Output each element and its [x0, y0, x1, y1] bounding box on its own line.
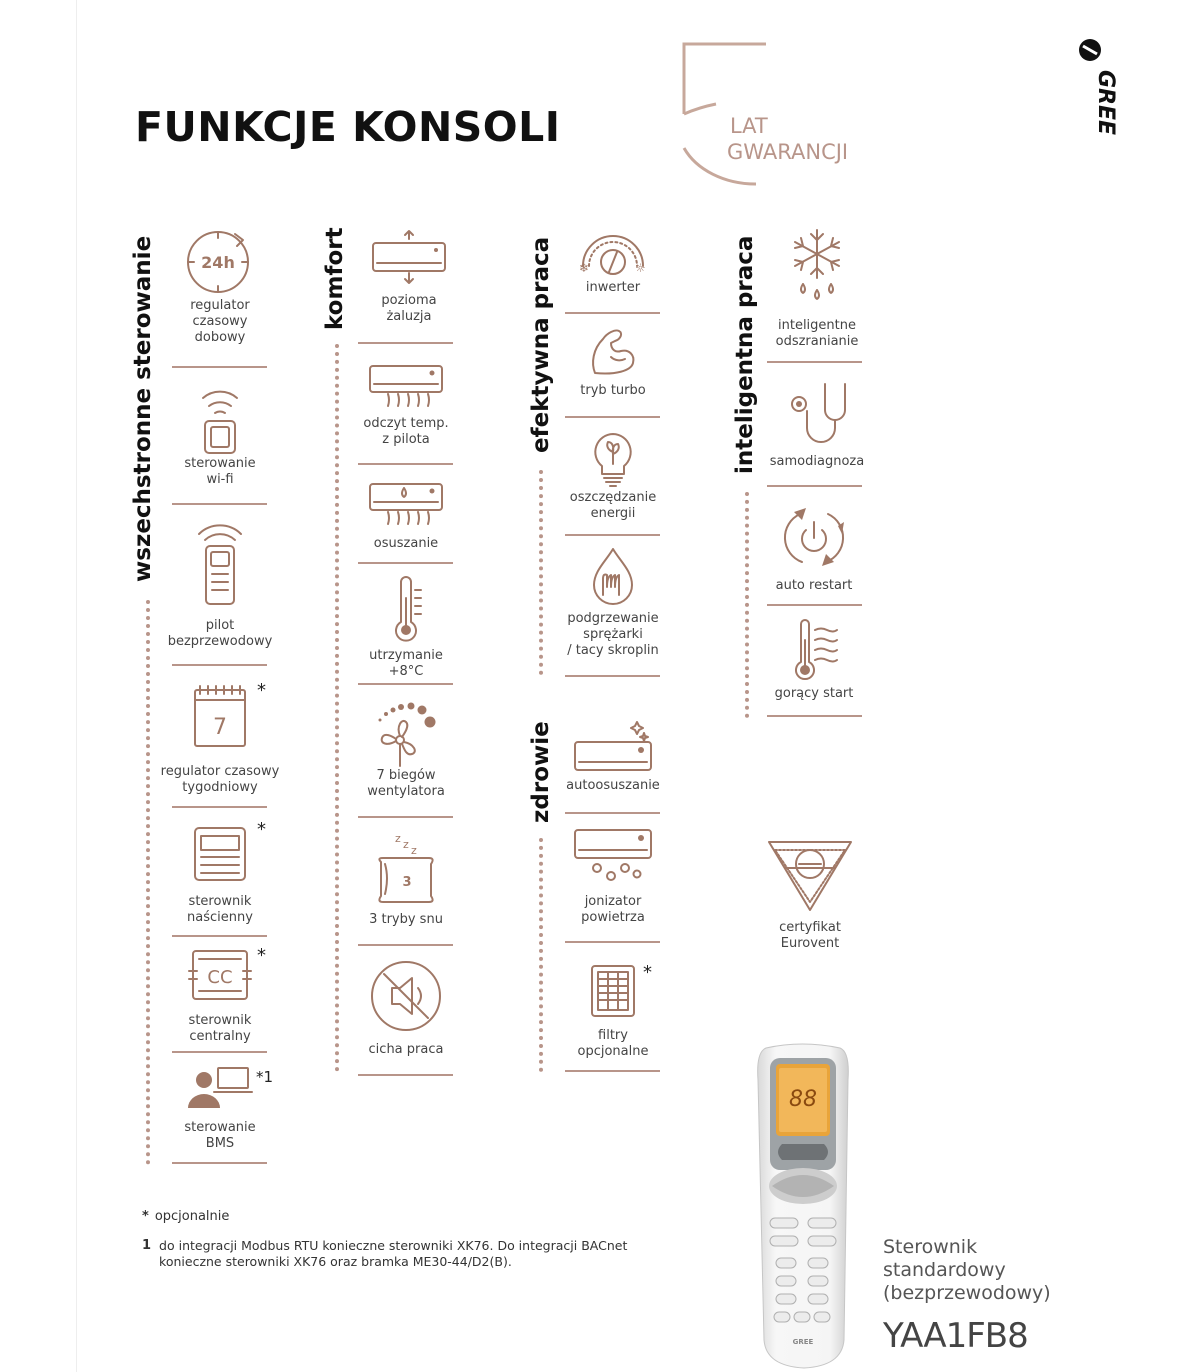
wifi-icon [195, 384, 245, 456]
sleep-number: 3 [402, 875, 412, 890]
feature-label: gorący start [774, 686, 854, 701]
note-optional-mark: * [142, 1209, 149, 1224]
calendar-icon [190, 682, 250, 752]
feature-label: pozioma żaluzja [381, 293, 437, 324]
warranty-line2: GWARANCJI [727, 140, 849, 164]
separator [172, 664, 267, 666]
section-dots-1 [146, 600, 150, 1165]
central-controller-text: CC [207, 967, 233, 988]
feature-label: filtry opcjonalne [577, 1028, 649, 1059]
feature-label: odczyt temp. z pilota [363, 416, 449, 447]
section-dots-5 [745, 492, 749, 718]
warranty-badge [676, 38, 886, 188]
separator [565, 675, 660, 677]
ionizer-icon [571, 826, 655, 884]
remote-temp-icon [366, 362, 446, 410]
section-wszechstronne: wszechstronne sterowanie [130, 235, 156, 582]
thermometer-icon [381, 578, 431, 642]
svg-text:z: z [395, 832, 401, 845]
feature-sleep-modes [346, 830, 466, 928]
separator [565, 416, 660, 418]
separator [565, 941, 660, 943]
separator [358, 342, 453, 344]
section-efektywna: efektywna praca [528, 236, 554, 453]
page-title: FUNKCJE KONSOLI [135, 103, 561, 151]
auto-restart-icon [778, 504, 850, 570]
feature-self-clean [553, 718, 673, 794]
feature-hot-start [754, 620, 874, 702]
separator [565, 812, 660, 814]
feature-label: osuszanie [373, 536, 439, 551]
feature-defrost [757, 226, 877, 350]
feature-energy-saving [553, 430, 673, 522]
clock-24h-icon [185, 226, 255, 298]
feature-remote-temp [346, 362, 466, 448]
separator [172, 806, 267, 808]
remote-brand: GREE [792, 1338, 814, 1346]
note-bms-text: do integracji Modbus RTU konieczne sterowniki XK76. Do integracji BACnet konieczne sterowniki XK76 oraz bramka ME30-44/D2(B). [159, 1238, 628, 1269]
optional-mark: *1 [256, 1068, 274, 1086]
heater-icon [588, 545, 638, 607]
separator [358, 683, 453, 685]
separator [565, 312, 660, 314]
separator [358, 816, 453, 818]
turbo-icon [585, 323, 641, 379]
remote-display-digits: 88 [789, 1087, 817, 1112]
separator [358, 562, 453, 564]
separator [767, 361, 862, 363]
optional-mark: * [257, 945, 266, 966]
separator [767, 715, 862, 717]
separator [358, 463, 453, 465]
bulb-icon [590, 430, 636, 488]
separator [767, 604, 862, 606]
feature-label: sterownik centralny [188, 1013, 252, 1044]
feature-label: inteligentne odszranianie [775, 318, 859, 349]
section-komfort: komfort [322, 227, 348, 330]
calendar-day-text: 7 [213, 715, 227, 740]
feature-auto-restart [754, 504, 874, 594]
remote-model: YAA1FB8 [883, 1316, 1028, 1356]
feature-label: 7 biegów wentylatora [367, 768, 445, 799]
feature-label: sterowanie BMS [184, 1120, 256, 1151]
page-edge-line [76, 0, 77, 1372]
svg-text:❄: ❄ [579, 261, 590, 275]
separator [565, 1070, 660, 1072]
svg-text:☼: ☼ [635, 261, 646, 275]
separator [358, 944, 453, 946]
feature-label: sterownik naścienny [187, 894, 253, 925]
eurovent-icon [765, 836, 855, 914]
separator [358, 1074, 453, 1076]
louver-icon [369, 229, 449, 287]
sleep-icon [371, 830, 441, 906]
note-bms-mark: 1 [142, 1238, 152, 1253]
feature-label: inwerter [585, 280, 641, 295]
section-dots-3 [539, 470, 543, 675]
svg-text:z: z [411, 844, 417, 857]
feature-label: pilot bezprzewodowy [167, 618, 273, 649]
section-inteligentna: inteligentna praca [732, 235, 758, 474]
svg-text:z: z [403, 838, 409, 851]
stethoscope-icon [787, 380, 847, 446]
separator [172, 1051, 267, 1053]
feature-label: oszczędzanie energii [569, 490, 657, 521]
section-zdrowie: zdrowie [528, 721, 554, 823]
gree-logo [1073, 38, 1118, 150]
bms-icon [182, 1064, 258, 1112]
feature-label: regulator czasowy dobowy [190, 298, 250, 345]
remote-caption: Sterownik standardowy (bezprzewodowy) [883, 1236, 1051, 1304]
note-bms [142, 1238, 627, 1270]
filter-icon [588, 962, 638, 1020]
separator [172, 935, 267, 937]
wall-controller-icon [190, 824, 250, 886]
feature-label: jonizator powietrza [581, 894, 645, 925]
section-dots-4 [539, 838, 543, 1072]
note-optional [142, 1209, 229, 1225]
feature-quiet [346, 958, 466, 1058]
feature-label: podgrzewanie sprężarki / tacy skroplin [567, 611, 659, 658]
section-dots-2 [335, 344, 339, 1072]
feature-ionizer [553, 826, 673, 926]
feature-turbo [553, 323, 673, 399]
feature-louver [349, 229, 469, 325]
feature-label: samodiagnoza [769, 454, 865, 469]
feature-keep-8c [346, 578, 466, 680]
feature-label: auto restart [775, 578, 853, 593]
self-clean-icon [571, 718, 655, 778]
feature-fan-speeds [346, 700, 466, 800]
feature-remote [160, 522, 280, 650]
feature-filters [553, 962, 673, 1060]
feature-label: 3 tryby snu [369, 912, 443, 927]
mute-icon [368, 958, 444, 1034]
feature-dry [346, 480, 466, 552]
remote-controller-image [752, 1040, 854, 1370]
feature-eurovent [750, 836, 870, 952]
inverter-icon [575, 222, 651, 280]
warranty-line1: LAT [730, 114, 768, 138]
optional-mark: * [257, 680, 266, 701]
feature-label: certyfikat Eurovent [779, 920, 841, 951]
optional-mark: * [257, 819, 266, 840]
fan-icon [366, 700, 446, 768]
feature-label: tryb turbo [580, 383, 646, 398]
central-controller-icon [187, 947, 253, 1003]
hot-start-icon [789, 620, 839, 682]
feature-compressor-heating [553, 545, 673, 659]
feature-label: autoosuszanie [566, 778, 660, 793]
remote-icon [195, 522, 245, 608]
feature-daily-timer [160, 226, 280, 346]
separator [565, 534, 660, 536]
defrost-icon [787, 226, 847, 310]
separator [767, 485, 862, 487]
separator [172, 503, 267, 505]
separator [172, 366, 267, 368]
optional-mark: * [643, 962, 652, 983]
feature-self-diagnosis [757, 380, 877, 470]
separator [172, 1162, 267, 1164]
svg-text:GREE: GREE [1093, 70, 1118, 136]
feature-label: cicha praca [368, 1042, 444, 1057]
note-optional-text: opcjonalnie [154, 1209, 230, 1224]
feature-label: utrzymanie +8°C [369, 648, 443, 679]
feature-inverter [553, 222, 673, 296]
dry-icon [366, 480, 446, 528]
feature-label: sterowanie wi-fi [184, 456, 256, 487]
feature-wifi [160, 384, 280, 488]
feature-label: regulator czasowy tygodniowy [160, 764, 280, 795]
clock-24h-text: 24h [201, 253, 235, 272]
